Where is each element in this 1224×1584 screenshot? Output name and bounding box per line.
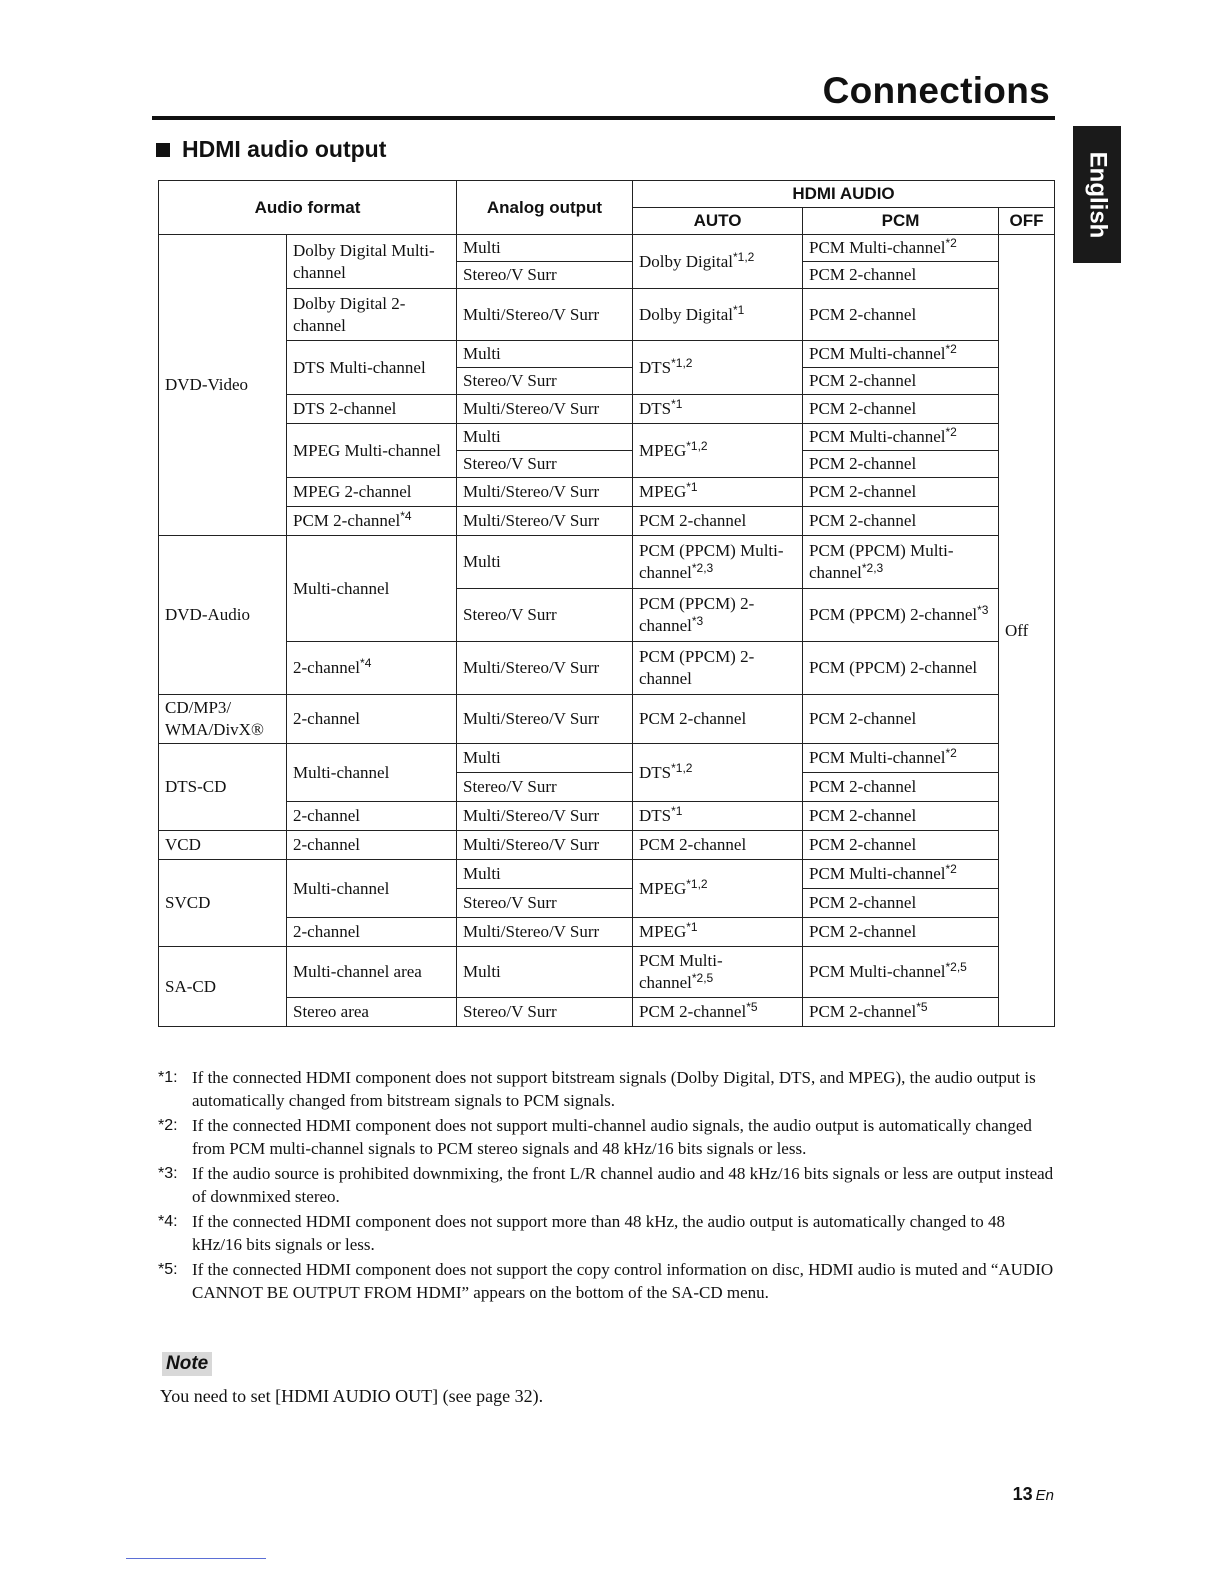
analog-output-cell [457,368,633,395]
footnote-item [158,1066,1058,1112]
hdmi-auto-cell-footnote-ref: *1 [671,804,683,818]
format-cell-text: Multi-channel [293,878,390,898]
source-cell-text: DVD-Video [165,375,249,394]
footnote-text: If the audio source is prohibited downmixing, the front L/R channel audio and 48 kHz/16 bits signals or less are output instead of downmixed stereo. [192,1164,1054,1206]
hdmi-pcm-cell-text: PCM Multi-channel [809,864,946,883]
analog-output-cell-text: Stereo/V Surr [463,1002,557,1021]
analog-output-cell [457,773,633,802]
hdmi-auto-cell-text: DTS [639,762,672,782]
footnotes [158,1066,1058,1306]
analog-output-cell-text: Stereo/V Surr [463,777,557,796]
language-tab-label: English [1084,151,1112,238]
format-cell-text: Multi-channel area [293,962,422,981]
format-cell-text: 2-channel [293,835,361,854]
footnote-text: If the connected HDMI component does not support multi-channel audio signals, the audio output is automatically changed from PCM multi-channel signals to PCM stereo signals and 48 kHz/16 bits signals or less. [192,1116,1032,1158]
analog-output-cell [457,451,633,478]
hdmi-auto-cell-text: PCM 2-channel [639,835,747,854]
footnote-mark: *1: [158,1069,178,1086]
source-cell [159,536,287,695]
table-row [159,744,1055,773]
hdmi-auto-cell [633,695,803,744]
footnote-item [158,1210,1058,1256]
analog-output-cell-text: Multi [463,238,501,257]
hdmi-auto-cell-text: PCM 2-channel [639,709,747,728]
hdmi-auto-cell-text: Dolby Digital [639,304,733,324]
hdmi-pcm-cell [803,947,999,998]
hdmi-pcm-cell [803,341,999,368]
analog-output-cell-text: Multi/Stereo/V Surr [463,304,600,324]
hdmi-auto-cell-footnote-ref: *1,2 [671,760,693,775]
format-cell [287,424,457,478]
hdmi-pcm-cell-text: PCM 2-channel [809,454,917,473]
hdmi-pcm-cell-footnote-ref: *2 [945,862,957,876]
source-cell [159,860,287,947]
language-tab [1073,126,1121,263]
hdmi-pcm-cell-text: PCM 2-channel [809,371,917,390]
analog-output-cell-text: Multi [463,552,501,571]
hdmi-auto-cell-text: PCM 2-channel [639,1002,747,1021]
format-cell-text: Dolby Digital Multi-channel [293,240,435,282]
header-auto: AUTO [633,208,803,235]
format-cell [287,744,457,802]
hdmi-auto-cell-footnote-ref: *1 [686,920,698,934]
bottom-rule [126,1558,266,1559]
hdmi-auto-cell [633,947,803,998]
analog-output-cell [457,918,633,947]
format-cell-text: MPEG 2-channel [293,482,412,501]
title-rule [152,116,1055,120]
hdmi-pcm-cell [803,451,999,478]
analog-output-cell-text: Multi/Stereo/V Surr [463,658,600,677]
analog-output-cell [457,395,633,424]
header-audio-format: Audio format [159,181,457,235]
hdmi-auto-cell [633,536,803,589]
hdmi-pcm-cell [803,536,999,589]
hdmi-pcm-cell-text: PCM 2-channel [809,709,917,728]
hdmi-pcm-cell-text: PCM Multi-channel [809,238,946,257]
hdmi-pcm-cell-footnote-ref: *2,5 [945,960,967,974]
source-cell-text: VCD [165,835,201,854]
hdmi-pcm-cell [803,262,999,289]
analog-output-cell [457,262,633,289]
table-row [159,695,1055,744]
hdmi-pcm-cell [803,889,999,918]
format-cell-text: 2-channel [293,709,361,728]
hdmi-pcm-cell-text: PCM (PPCM) 2-channel [809,605,978,624]
hdmi-auto-cell [633,744,803,802]
hdmi-auto-cell [633,424,803,478]
hdmi-pcm-cell [803,642,999,695]
format-cell [287,831,457,860]
hdmi-auto-cell [633,918,803,947]
analog-output-cell [457,831,633,860]
hdmi-pcm-cell [803,235,999,262]
source-cell [159,947,287,1027]
format-cell [287,478,457,507]
analog-output-cell [457,860,633,889]
hdmi-auto-cell [633,289,803,341]
table-row [159,478,1055,507]
hdmi-pcm-cell [803,802,999,831]
hdmi-auto-cell-text: DTS [639,357,672,377]
hdmi-pcm-cell [803,424,999,451]
footnote-item [158,1114,1058,1160]
analog-output-cell-text: Multi [463,748,501,767]
format-cell [287,341,457,395]
hdmi-pcm-cell-text: PCM 2-channel [809,777,917,796]
analog-output-cell-text: Multi/Stereo/V Surr [463,482,600,501]
hdmi-auto-cell [633,589,803,642]
table-row [159,642,1055,695]
square-bullet-icon [156,143,170,157]
format-cell [287,289,457,341]
source-cell [159,744,287,831]
hdmi-pcm-cell-footnote-ref: *2,3 [861,561,884,575]
hdmi-auto-cell-text: DTS [639,399,672,418]
hdmi-auto-cell [633,341,803,395]
source-cell-text: SA-CD [165,976,217,996]
format-cell-text: 2-channel [293,922,361,941]
analog-output-cell [457,695,633,744]
source-cell [159,831,287,860]
header-off: OFF [999,208,1055,235]
hdmi-pcm-cell-text: PCM 2-channel [809,922,917,941]
footnote-item [158,1162,1058,1208]
hdmi-auto-cell-footnote-ref: *1,2 [671,355,693,370]
hdmi-auto-cell [633,507,803,536]
format-cell [287,695,457,744]
hdmi-pcm-cell-text: PCM Multi-channel [809,748,946,767]
header-analog-output: Analog output [457,181,633,235]
analog-output-cell [457,507,633,536]
header-hdmi-audio: HDMI AUDIO [633,181,1055,208]
hdmi-pcm-cell [803,773,999,802]
source-cell [159,235,287,536]
hdmi-pcm-cell-text: PCM 2-channel [809,806,917,825]
hdmi-auto-cell [633,235,803,289]
hdmi-auto-cell-footnote-ref: *1,2 [732,249,755,264]
table-row [159,289,1055,341]
page-title: Connections [822,70,1050,111]
page-number-suffix: En [1035,1487,1054,1504]
analog-output-cell-text: Multi/Stereo/V Surr [463,922,600,941]
format-cell [287,918,457,947]
footnote-mark: *4: [158,1213,178,1230]
hdmi-pcm-cell [803,589,999,642]
hdmi-auto-cell-footnote-ref: *1 [732,302,745,317]
format-cell-text: Dolby Digital 2-channel [293,293,406,335]
format-cell-text: Stereo area [293,1002,369,1021]
table-row [159,424,1055,451]
table-row [159,918,1055,947]
hdmi-auto-cell [633,998,803,1027]
note-label: Note [162,1352,212,1376]
footnote-mark: *3: [158,1165,178,1182]
table-row [159,860,1055,889]
footnote-item [158,1258,1058,1304]
hdmi-auto-cell [633,802,803,831]
analog-output-cell [457,998,633,1027]
footnote-text: If the connected HDMI component does not support more than 48 kHz, the audio output is automatically changed to 48 kHz/16 bits signals or less. [192,1212,1005,1254]
hdmi-pcm-cell [803,831,999,860]
analog-output-cell [457,424,633,451]
analog-output-cell-text: Stereo/V Surr [463,265,557,284]
hdmi-auto-cell-footnote-ref: *1 [686,480,698,494]
table-row [159,507,1055,536]
format-cell [287,536,457,642]
hdmi-pcm-cell-text: PCM 2-channel [809,893,917,912]
table-row [159,235,1055,262]
format-cell-text: DTS Multi-channel [293,357,426,377]
analog-output-cell [457,642,633,695]
hdmi-pcm-cell-text: PCM Multi-channel [809,427,946,446]
table-row [159,341,1055,368]
table-row [159,831,1055,860]
format-cell-text: DTS 2-channel [293,399,397,418]
hdmi-pcm-cell [803,860,999,889]
hdmi-pcm-cell-text: PCM (PPCM) 2-channel [809,658,978,677]
analog-output-cell-text: Multi [463,962,501,981]
footnote-text: If the connected HDMI component does not support bitstream signals (Dolby Digital, DTS, and MPEG), the audio output is automatically changed from bitstream signals to PCM signals. [192,1068,1036,1110]
table-row [159,536,1055,589]
hdmi-auto-cell-footnote-ref: *2,5 [691,971,714,985]
hdmi-pcm-cell [803,918,999,947]
format-cell-text: MPEG Multi-channel [293,440,441,460]
format-cell-footnote-ref: *4 [400,509,412,523]
hdmi-auto-cell-text: PCM (PPCM) Multi-channel [639,541,784,582]
analog-output-cell [457,802,633,831]
analog-output-cell-text: Multi/Stereo/V Surr [463,511,600,530]
format-cell [287,802,457,831]
format-cell [287,860,457,918]
hdmi-auto-cell-text: MPEG [639,922,687,941]
hdmi-table-body [159,235,1055,1027]
hdmi-off-cell: Off [999,235,1055,1027]
hdmi-audio-table [158,180,1055,1027]
footnote-mark: *5: [158,1261,178,1278]
hdmi-auto-cell-footnote-ref: *3 [691,614,704,628]
analog-output-cell [457,289,633,341]
hdmi-auto-cell-text: MPEG [639,440,687,460]
hdmi-auto-cell-text: Dolby Digital [639,251,733,271]
footnote-text: If the connected HDMI component does not support the copy control information on disc, HDMI audio is muted and “AUDIO CANNOT BE OUTPUT FROM HDMI” appears on the bottom of the SA-CD menu. [192,1260,1054,1302]
analog-output-cell [457,589,633,642]
analog-output-cell-text: Multi [463,864,501,883]
format-cell-text: Multi-channel [293,578,390,598]
hdmi-pcm-cell-text: PCM 2-channel [809,265,917,284]
hdmi-auto-cell-footnote-ref: *1 [671,397,683,411]
hdmi-pcm-cell [803,368,999,395]
analog-output-cell [457,947,633,998]
format-cell-text: 2-channel [293,806,361,825]
hdmi-auto-cell-text: MPEG [639,482,687,501]
hdmi-pcm-cell-text: PCM (PPCM) Multi-channel [809,541,954,582]
analog-output-cell-text: Stereo/V Surr [463,605,557,624]
hdmi-auto-cell-text: PCM Multi-channel [639,951,723,992]
hdmi-pcm-cell-text: PCM 2-channel [809,835,917,854]
hdmi-pcm-cell-footnote-ref: *2 [945,342,957,356]
format-cell-text: 2-channel [293,658,361,677]
format-cell [287,947,457,998]
format-cell-text: PCM 2-channel [293,511,401,530]
analog-output-cell [457,889,633,918]
hdmi-pcm-cell-footnote-ref: *2 [945,746,957,760]
table-row [159,802,1055,831]
hdmi-auto-cell-footnote-ref: *2,3 [691,561,714,575]
page-number-value: 13 [1012,1484,1033,1504]
hdmi-auto-cell-text: PCM (PPCM) 2-channel [639,594,755,635]
analog-output-cell-text: Multi/Stereo/V Surr [463,835,600,854]
format-cell [287,642,457,695]
hdmi-pcm-cell-text: PCM 2-channel [809,1002,917,1021]
analog-output-cell-text: Stereo/V Surr [463,454,557,473]
hdmi-auto-cell [633,860,803,918]
hdmi-auto-cell [633,831,803,860]
analog-output-cell [457,536,633,589]
format-cell [287,235,457,289]
source-cell-text: CD/MP3/ WMA/DivX® [165,698,264,739]
format-cell-text: Multi-channel [293,762,390,782]
section-title: HDMI audio output [182,136,387,162]
hdmi-auto-cell-text: MPEG [639,878,687,898]
format-cell-footnote-ref: *4 [360,656,372,670]
table-row [159,998,1055,1027]
hdmi-pcm-cell-text: PCM 2-channel [809,482,917,501]
format-cell [287,395,457,424]
format-cell [287,998,457,1027]
analog-output-cell-text: Multi [463,427,501,446]
analog-output-cell [457,744,633,773]
source-cell-text: DTS-CD [165,777,227,796]
analog-output-cell-text: Stereo/V Surr [463,893,557,912]
hdmi-pcm-cell [803,695,999,744]
hdmi-pcm-cell [803,289,999,341]
analog-output-cell-text: Multi/Stereo/V Surr [463,709,600,728]
source-cell [159,695,287,744]
header-pcm: PCM [803,208,999,235]
analog-output-cell-text: Multi/Stereo/V Surr [463,399,600,418]
hdmi-auto-cell-footnote-ref: *1,2 [686,876,708,891]
hdmi-pcm-cell [803,395,999,424]
section-heading [156,136,386,163]
hdmi-pcm-cell-footnote-ref: *5 [916,1000,928,1014]
analog-output-cell [457,478,633,507]
hdmi-pcm-cell [803,507,999,536]
hdmi-pcm-cell-text: PCM 2-channel [809,399,917,418]
page-number [1013,1484,1054,1505]
hdmi-auto-cell-footnote-ref: *1,2 [686,438,708,453]
table-row [159,947,1055,998]
hdmi-auto-cell [633,642,803,695]
hdmi-pcm-cell [803,744,999,773]
hdmi-pcm-cell-footnote-ref: *3 [977,603,989,617]
hdmi-pcm-cell-text: PCM Multi-channel [809,962,946,981]
hdmi-auto-cell-footnote-ref: *5 [746,1000,758,1014]
note-text: You need to set [HDMI AUDIO OUT] (see page 32). [160,1386,544,1406]
table-row [159,395,1055,424]
analog-output-cell [457,235,633,262]
hdmi-auto-cell-text: PCM 2-channel [639,511,747,530]
source-cell-text: SVCD [165,893,211,912]
hdmi-pcm-cell-footnote-ref: *2 [945,425,957,439]
hdmi-auto-cell-text: PCM (PPCM) 2-channel [639,647,755,688]
analog-output-cell-text: Multi [463,344,501,363]
analog-output-cell-text: Multi/Stereo/V Surr [463,806,600,825]
hdmi-pcm-cell-text: PCM Multi-channel [809,344,946,363]
hdmi-pcm-cell [803,998,999,1027]
format-cell [287,507,457,536]
analog-output-cell [457,341,633,368]
hdmi-pcm-cell-footnote-ref: *2 [945,236,957,250]
hdmi-pcm-cell-text: PCM 2-channel [809,511,917,530]
hdmi-pcm-cell-text: PCM 2-channel [809,304,917,324]
analog-output-cell-text: Stereo/V Surr [463,371,557,390]
footnote-mark: *2: [158,1117,178,1134]
hdmi-pcm-cell [803,478,999,507]
hdmi-auto-cell-text: DTS [639,806,672,825]
hdmi-auto-cell [633,478,803,507]
source-cell-text: DVD-Audio [165,605,250,624]
hdmi-auto-cell [633,395,803,424]
